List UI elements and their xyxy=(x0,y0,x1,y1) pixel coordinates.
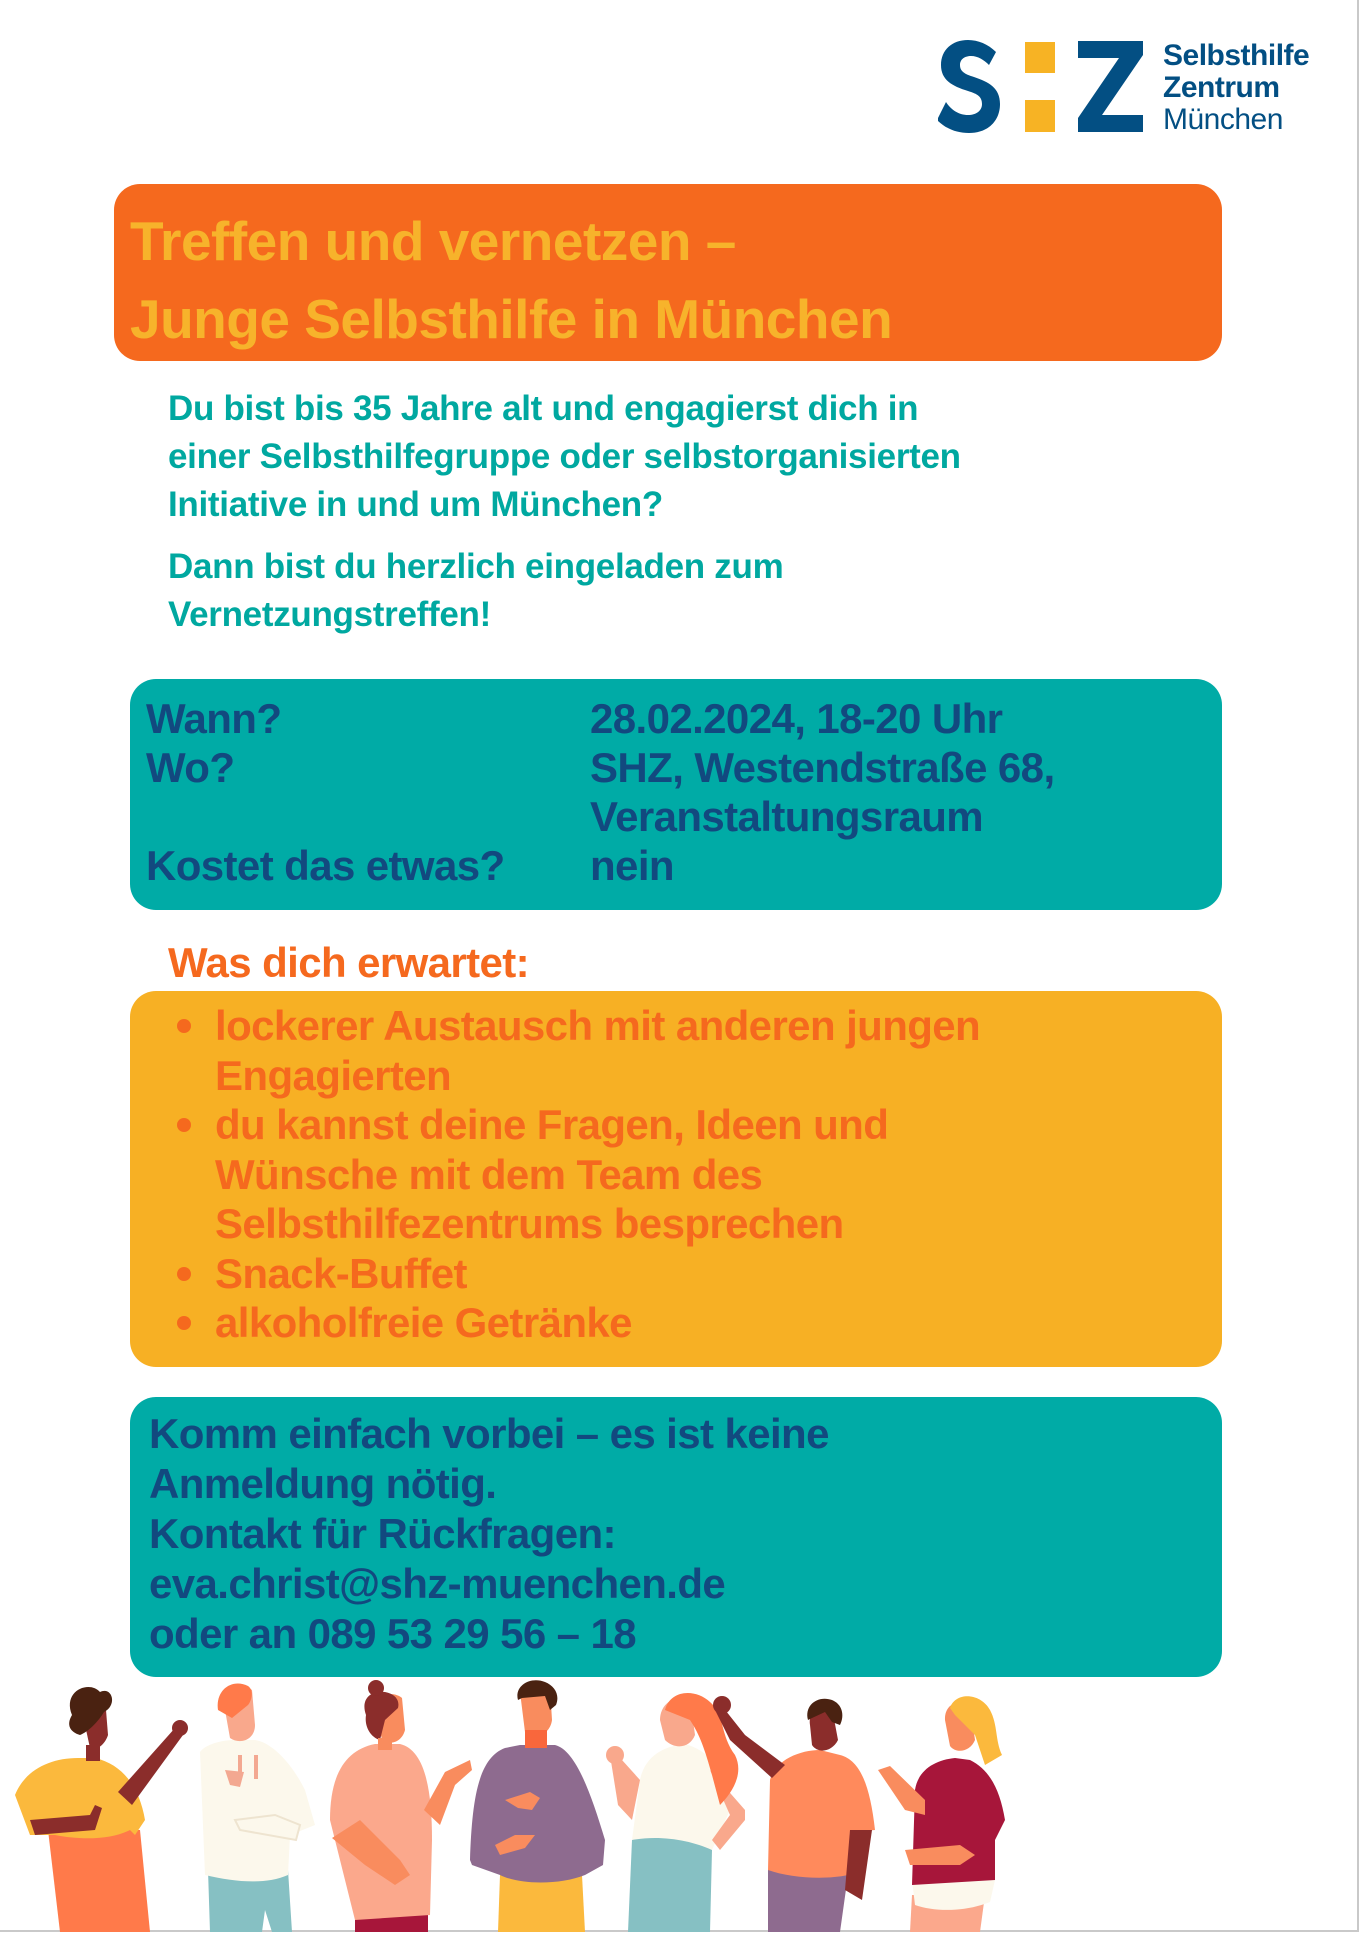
contact-line-1: Komm einfach vorbei – es ist keine xyxy=(149,1410,829,1457)
list-item xyxy=(130,1298,980,1348)
person-1 xyxy=(15,1687,188,1932)
intro-line: Dann bist du herzlich eingeladen zum xyxy=(168,547,784,586)
info-row-when xyxy=(146,694,1055,743)
shz-logo-mark-icon xyxy=(938,38,1144,134)
list-item-line: Engagierten xyxy=(215,1051,452,1099)
person-7 xyxy=(878,1696,1005,1932)
logo-line-2: Zentrum xyxy=(1163,71,1280,104)
event-info-table xyxy=(146,694,1055,890)
info-value-cost: nein xyxy=(590,842,674,889)
contact-phone: oder an 089 53 29 56 – 18 xyxy=(149,1610,637,1657)
intro-line: Initiative in und um München? xyxy=(168,485,663,524)
logo-line-1: Selbsthilfe xyxy=(1163,39,1310,72)
list-item xyxy=(130,1001,980,1100)
logo-wordmark xyxy=(1163,40,1309,136)
intro-text xyxy=(168,385,961,639)
list-item-line: lockerer Austausch mit anderen jungen xyxy=(215,1002,981,1049)
info-row-where-cont xyxy=(146,792,1055,841)
contact-box xyxy=(130,1397,1222,1677)
info-value-room: Veranstaltungsraum xyxy=(590,793,983,840)
info-label: Wo? xyxy=(146,744,235,791)
person-5 xyxy=(606,1693,745,1932)
people-group-illustration-icon xyxy=(0,1680,1050,1932)
intro-line: einer Selbsthilfegruppe oder selbstorganisierten xyxy=(168,437,961,476)
list-item xyxy=(130,1100,980,1249)
person-2 xyxy=(200,1683,315,1932)
list-item-line: Selbsthilfezentrums besprechen xyxy=(215,1200,844,1247)
person-4 xyxy=(470,1680,605,1932)
bullet-icon xyxy=(177,1118,191,1132)
page-title xyxy=(130,202,892,358)
list-item-line: du kannst deine Fragen, Ideen und xyxy=(215,1101,889,1148)
info-row-cost xyxy=(146,841,1055,890)
intro-paragraph-1 xyxy=(168,385,961,529)
list-item-line: alkoholfreie Getränke xyxy=(215,1299,632,1346)
list-item xyxy=(130,1249,980,1299)
logo-line-3: München xyxy=(1163,103,1283,136)
intro-line: Du bist bis 35 Jahre alt und engagierst dich in xyxy=(168,389,919,428)
list-item-line: Snack-Buffet xyxy=(215,1249,467,1297)
contact-line-3: Kontakt für Rückfragen: xyxy=(149,1510,616,1557)
bullet-icon xyxy=(177,1019,191,1033)
info-value-date: 28.02.2024, 18-20 Uhr xyxy=(590,695,1003,742)
list-item-line: Wünsche mit dem Team des xyxy=(215,1150,763,1198)
expect-heading: Was dich erwartet: xyxy=(168,939,530,986)
info-row-where xyxy=(146,743,1055,792)
info-label: Wann? xyxy=(146,695,282,742)
title-line-1: Treffen und vernetzen – xyxy=(130,210,736,272)
title-line-2: Junge Selbsthilfe in München xyxy=(130,288,893,350)
bullet-icon xyxy=(177,1267,191,1281)
expect-box xyxy=(130,991,1222,1367)
shz-logo xyxy=(938,38,1338,138)
contact-line-2: Anmeldung nötig. xyxy=(149,1460,497,1507)
title-banner xyxy=(114,184,1222,361)
person-3 xyxy=(330,1680,472,1932)
bullet-icon xyxy=(177,1316,191,1330)
info-value-address: SHZ, Westendstraße 68, xyxy=(590,744,1055,791)
info-label: Kostet das etwas? xyxy=(146,842,505,889)
event-info-box xyxy=(130,679,1222,910)
expect-list xyxy=(130,1001,980,1348)
intro-line: Vernetzungstreffen! xyxy=(168,595,491,634)
contact-email[interactable]: eva.christ@shz-muenchen.de xyxy=(149,1560,726,1607)
contact-text xyxy=(149,1409,829,1659)
info-label xyxy=(146,792,590,841)
intro-paragraph-2 xyxy=(168,543,961,639)
